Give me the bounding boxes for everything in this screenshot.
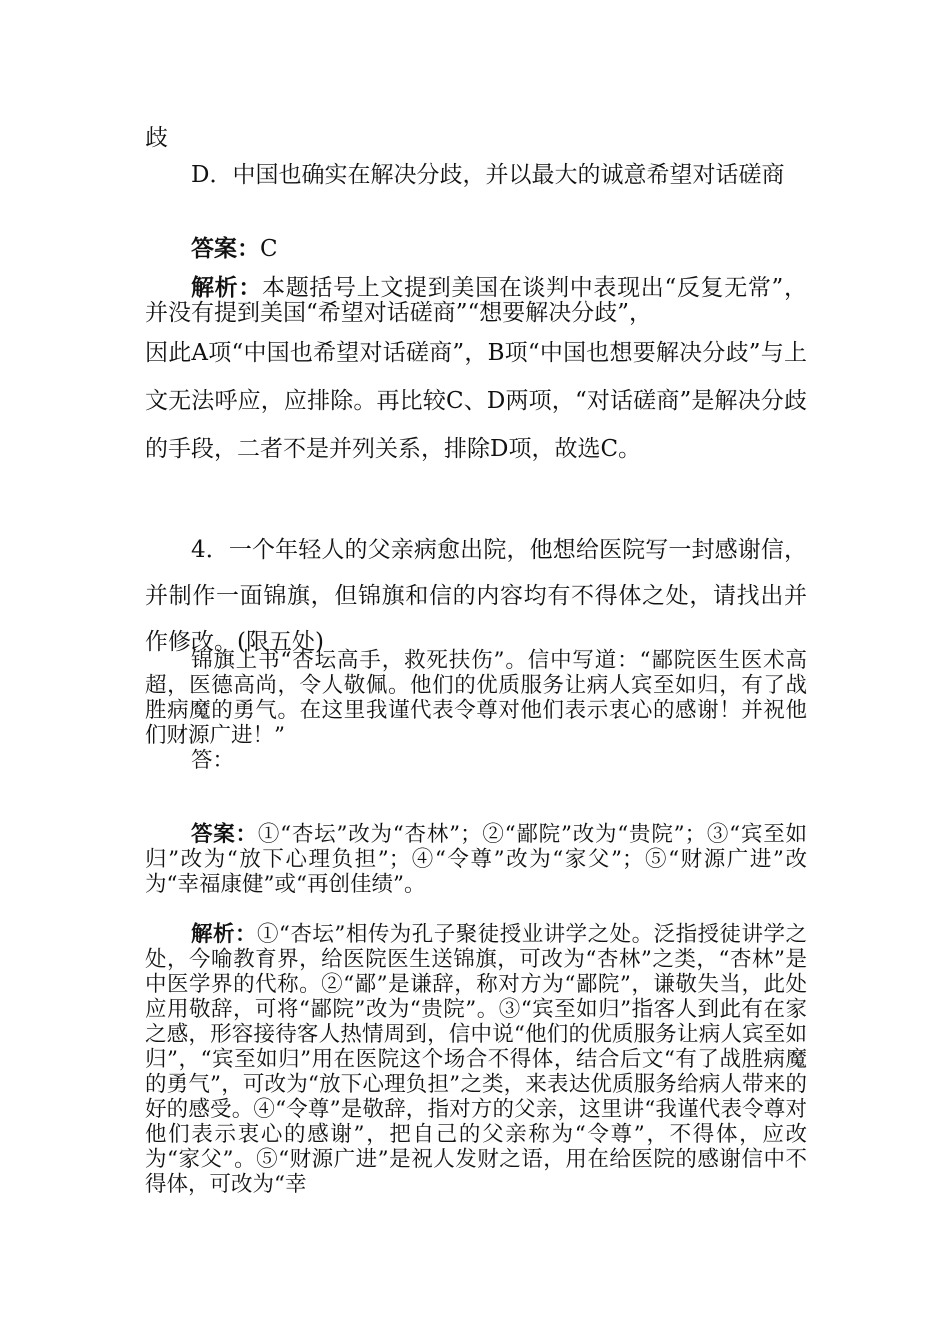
q3-analysis-part2: 因此A项“中国也希望对话磋商”，B项“中国也想要解决分歧”与上文无法呼应，应排除。再比较C、D两项，“对话磋商”是解决分歧的手段，二者不是并列关系，排除D项，故选C。 [145, 340, 807, 462]
q3-answer [145, 226, 807, 272]
q3-analysis-label: 解析： [191, 275, 263, 301]
q4-analysis-label: 解析： [191, 922, 257, 947]
q3-analysis-text-1: 本题括号上文提到美国在谈判中表现出“反复无常”，并没有提到美国“希望对话磋商”“想要解决分歧”， [145, 275, 807, 326]
q4-analysis [145, 922, 807, 1197]
q4-material: 锦旗上书“杏坛高手，救死扶伤”。信中写道：“鄙院医生医术高超，医德高尚，令人敬佩。他们的优质服务让病人宾至如归，有了战胜病魔的勇气。在这里我谨代表令尊对他们表示衷心的感谢！并祝他们财源广进！” [145, 648, 807, 748]
q4-answer-text: ①“杏坛”改为“杏林”；②“鄙院”改为“贵院”；③“宾至如归”改为“放下心理负担”；④“令尊”改为“家父”；⑤“财源广进”改为“幸福康健”或“再创佳绩”。 [145, 822, 807, 897]
q4-answer-label: 答案： [191, 822, 258, 847]
q3-answer-value: C [260, 236, 278, 262]
q3-analysis-part1 [145, 276, 807, 326]
q4-answer-prompt: 答： [191, 748, 235, 773]
q4-analysis-text: ①“杏坛”相传为孔子聚徒授业讲学之处。泛指授徒讲学之处，今喻教育界，给医院医生送锦旗，可改为“杏林”之类，“杏林”是中医学界的代称。②“鄙”是谦辞，称对方为“鄙院”，谦敬失当，此处应用敬辞，可将“鄙院”改为“贵院”。③“宾至如归”指客人到此有在家之感，形容接待客人热情周到，信中说“他们的优质服务让病人宾至如归”，“宾至如归”用在医院这个场合不得体，结合后文“有了战胜病魔的勇气”，可改为“放下心理负担”之类，来表达优质服务给病人带来的好的感受。④“令尊”是敬辞，指对方的父亲，这里讲“我谨代表令尊对他们表示衷心的感谢”，把自己的父亲称为“令尊”，不得体，应改为“家父”。⑤“财源广进”是祝人发财之语，用在给医院的感谢信中不得体，可改为“幸 [145, 922, 808, 1197]
q4-answer [145, 822, 807, 897]
option-d: D．中国也确实在解决分歧，并以最大的诚意希望对话磋商 [191, 162, 785, 188]
previous-option-tail: 歧 [145, 125, 168, 151]
q3-answer-label: 答案： [191, 236, 260, 262]
q4-stem: 4．一个年轻人的父亲病愈出院，他想给医院写一封感谢信，并制作一面锦旗，但锦旗和信的内容均有不得体之处，请找出并作修改。(限五处) [145, 537, 807, 655]
